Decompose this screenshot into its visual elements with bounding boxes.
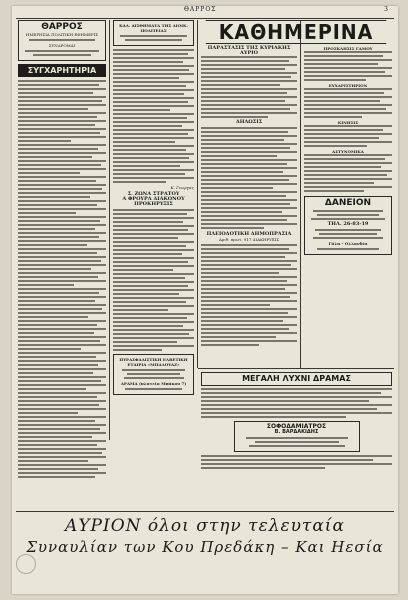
column-divider	[109, 20, 110, 440]
ad-label: ΣΥΝΔΡΟΜΑΙ	[48, 43, 76, 48]
ad-address: ΔΡΑΜΑ (πλατεία Μπάκου 7)	[120, 381, 187, 386]
column-title: ΘΑΡΡΟΣ	[41, 22, 83, 32]
masthead: ΚΑΘΗΜΕΡΙΝΑ	[206, 20, 387, 44]
wide-title: ΜΕΓΑΛΗ ΛΥΧΝΙ ΔΡΑΜΑΣ	[242, 374, 351, 383]
section-heading: Σ. ΖΩΝΑ ΣΤΡΑΤΟΥ	[127, 191, 180, 197]
article-text	[201, 455, 392, 469]
article-text	[304, 88, 392, 118]
article-text	[201, 127, 297, 229]
ad-title: ΔΑΝΕΙΟΝ	[324, 198, 372, 208]
header-rule	[16, 18, 394, 19]
section-rule	[198, 368, 394, 369]
insurance-ad	[113, 354, 194, 395]
section-heading: Α ΦΡΟΥΡΑ ΔΙΑΚΟΝΟΥ ΠΡΟΚΗΡΥΞΙΣ	[122, 196, 185, 207]
note-line-1: ΑΥΡΙΟΝ όλοι στην τελευταία	[65, 516, 345, 536]
column-4	[304, 46, 392, 366]
article-text	[113, 49, 194, 183]
column-divider	[197, 20, 198, 368]
ad-title: ΣΟΦΟΔΑΜΙΑΤΡΟΣ	[266, 423, 327, 430]
article-text	[201, 388, 392, 418]
section-heading: ΠΡΟΣΚΛΗΣΙΣ ΓΑΜΟΥ	[323, 46, 373, 51]
loan-ad	[304, 196, 392, 255]
article-text	[201, 56, 297, 118]
section-heading: ΑΣΤΥΝΟΜΙΚΑ	[332, 149, 364, 154]
ad-phone: ΤΗΛ. 26-83-19	[327, 221, 369, 227]
notice-heading: ΠΛΕΙΟΔΟΤΙΚΗ ΔΗΜΟΠΡΑΣΙΑ	[206, 231, 292, 237]
handwritten-note	[18, 516, 392, 586]
ad-title: ΠΥΡΑΣΦΑΛΙΣΤΙΚΗ ΕΛΒΕΤΙΚΗ ΕΤΑΙΡΙΑ «ΜΠΑΛΟΥΑΖ»	[119, 357, 188, 367]
title-box	[18, 20, 106, 61]
paper-name: ΘΑΡΡΟΣ	[184, 6, 217, 13]
article-text	[304, 125, 392, 147]
article-text	[113, 209, 194, 351]
column-subtitle: ΗΜΕΡΗΣΙΑ ΠΟΛΙΤΙΚΗ ΕΦΗΜΕΡΙΣ	[25, 32, 99, 37]
ad-name: Β. ΒΑΡΔΑΚΙΔΗΣ	[274, 429, 319, 435]
ad-footer: Γάλα - Ολλανδία	[328, 241, 368, 246]
page-number: 3	[384, 6, 388, 13]
column-2	[113, 20, 194, 440]
section-heading: ΔΗΛΩΣΙΣ	[235, 119, 263, 125]
note-line-2: Συναυλίαν των Κου Πρεδάκη – Και Ηεσία	[26, 538, 384, 556]
column-1	[18, 20, 106, 510]
section-heading: ΕΥΧΑΡΙΣΤΗΡΙΟΝ	[328, 83, 368, 88]
library-stamp	[16, 554, 36, 574]
article-text	[201, 244, 297, 346]
notice-title: ΚΑΛ. ΑΙΣΘΗΜΑΤΑ ΤΗΣ ΔΙΟΙΚ. ΠΟΛΙΤΕΙΑΣ	[119, 23, 188, 33]
signature: Κ. Γεωργας	[170, 185, 194, 190]
section-heading: ΚΙΝΗΣΙΣ	[337, 120, 359, 125]
section-rule	[16, 511, 394, 512]
notice-box	[113, 20, 194, 46]
wide-section	[201, 372, 392, 508]
article-text	[304, 51, 392, 81]
section-heading: ΠΑΡΑΣΤΑΣΙΣ ΤΗΣ ΚΥΡΙΑΚΗΣ ΑΥΡΙΟ	[207, 45, 291, 56]
column-divider	[300, 20, 301, 368]
article-text	[304, 154, 392, 192]
banner: ΣΥΓΧΑΡΗΤΗΡΙΑ	[18, 64, 106, 77]
page-header	[12, 6, 398, 18]
dentist-ad	[234, 421, 360, 452]
newspaper-page	[12, 6, 398, 594]
article-text	[18, 80, 106, 478]
wide-title-box	[201, 372, 392, 386]
notice-subheading: Αριθ. πρωτ. 917 ΔΙΑΚΗΡΥΞΙΣ	[218, 237, 280, 242]
